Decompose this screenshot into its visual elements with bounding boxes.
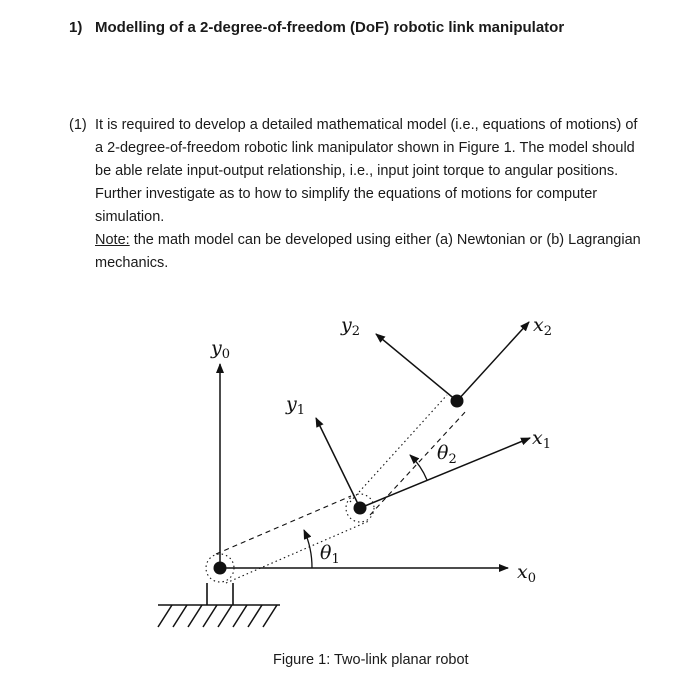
section-number: 1) <box>69 19 83 36</box>
note-text: the math model can be developed using either (a) Newtonian or (b) Lagrangian <box>129 232 641 248</box>
link-1-outline <box>216 496 369 583</box>
theta1-label: $\theta_1$ <box>320 542 340 567</box>
y0-label: $y_0$ <box>211 337 231 362</box>
figure-caption: Figure 1: Two-link planar robot <box>273 652 469 668</box>
x2-axis <box>457 322 529 401</box>
question-line: be able relate input-output relationship, i.e., input joint torque to angular positions. <box>95 163 619 179</box>
end-effector <box>451 395 464 408</box>
y1-axis <box>316 418 360 508</box>
question-line: a 2-degree-of-freedom robotic link manipulator shown in Figure 1. The model should <box>95 140 635 156</box>
x2-label: $x_2$ <box>533 314 552 339</box>
elbow-joint <box>354 502 367 515</box>
ground-hatch <box>158 605 280 627</box>
note-label: Note: <box>95 232 130 248</box>
section-title: Modelling of a 2-degree-of-freedom (DoF) robotic link manipulator <box>95 19 565 36</box>
note-line: mechanics. <box>95 255 169 271</box>
question-label: (1) <box>69 117 87 133</box>
y1-label: $y_1$ <box>286 393 306 418</box>
theta2-arc <box>410 455 427 480</box>
x0-label: $x_0$ <box>517 561 536 586</box>
y2-axis <box>376 334 457 401</box>
base-pedestal <box>207 583 233 605</box>
base-joint <box>214 562 227 575</box>
y2-label: $y_2$ <box>341 314 361 339</box>
question-line: It is required to develop a detailed mathematical model (i.e., equations of motions) of <box>95 117 638 133</box>
x1-label: $x_1$ <box>532 427 551 452</box>
theta2-label: $\theta_2$ <box>437 442 457 467</box>
question-line: simulation. <box>95 209 165 225</box>
question-line: Further investigate as to how to simplify the equations of motions for computer <box>95 186 598 202</box>
